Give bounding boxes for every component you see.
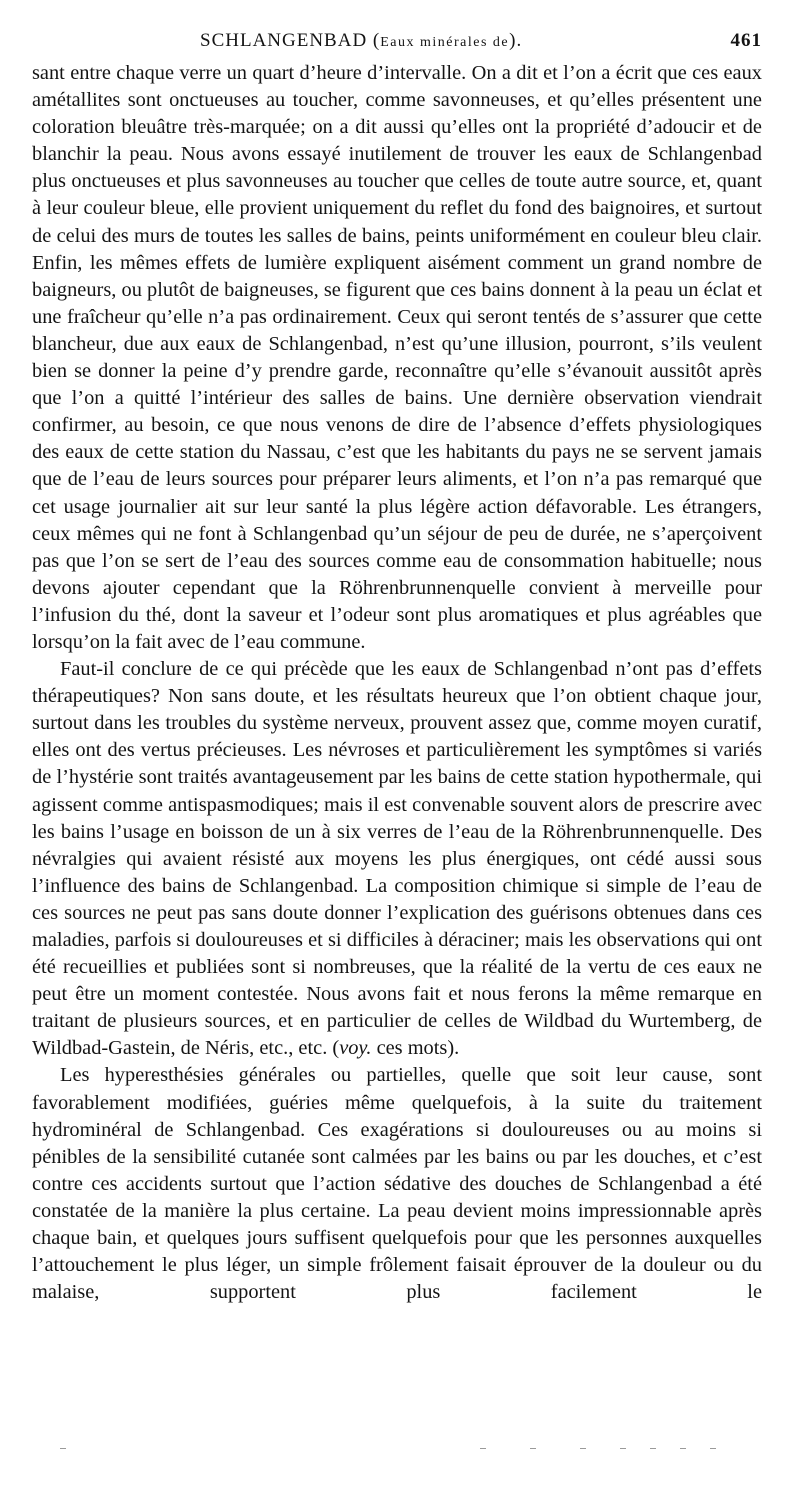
paragraph-2-text: Faut-il conclure de ce qui précède que les eaux de Schlangenbad n’ont pas d’effets thérapeutiques? Non sans doute, et les résultats heureux que l’on obtient chaque jour, surtout dans les troubles du système nerveux, prouvent assez que, comme moyen curatif, elles ont des vertus précieuses. Les névroses et particulièrement les symptômes si variés de l’hystérie sont traités avantageusement par les bains de cette station hypothermale, qui agissent comme antispasmodiques; mais il est convenable souvent alors de prescrire avec les bains l’usage en boisson de un à six verres de l’eau de la Röhrenbrunnenquelle. Des névralgies qui avaient résisté aux moyens les plus énergiques, ont cédé aussi sous l’influence des bains de Schlangenbad. La composition chimique si simple de l’eau de ces sources ne peut pas sans doute donner l’explication des guérisons obtenues dans ces maladies, parfois si douloureuses et si difficiles à déraciner; mais les observations qui ont été recueillies et publiées sont si nombreuses, que la réalité de la vertu de ces eaux ne peut être un moment contestée. Nous avons fait et nous ferons la même remarque en traitant de plusieurs sources, et en particulier de celles de Wildbad du Wurtemberg, de Wildbad-Gastein, de Néris, etc., etc. ( [32,658,762,1060]
paragraph-3: Les hyperesthésies générales ou partielles, quelle que soit leur cause, sont favorablement modifiées, guéries même quelquefois, à la suite du traitement hydrominéral de Schlangenbad. Ces exagérations si douloureuses ou au moins si pénibles de la sensibilité cutanée sont calmées par les bains ou par les douches, et c’est contre ces accidents surtout que l’action sédative des douches de Schlangenbad a été constatée de la manière la plus certaine. La peau devient moins impressionnable après chaque bain, et quelques jours suffisent quelquefois pour que les personnes auxquelles l’attouchement le plus léger, un simple frôlement faisait éprouver de la douleur ou du malaise, supportent plus facilement le [32,1064,762,1304]
header-title [200,30,522,52]
header-title-close: ). [509,30,523,51]
footer-scan-marks [60,1448,720,1452]
paragraph-2-text-after: ces mots). [371,1037,460,1060]
body-text [32,60,762,1306]
header-title-smallcaps: Eaux minérales de [380,35,510,50]
page-number: 461 [730,30,762,51]
paragraph-2 [32,656,762,1062]
header-title-main: SCHLANGENBAD ( [200,30,381,51]
running-header [32,30,762,58]
paragraph-1: sant entre chaque verre un quart d’heure d’intervalle. On a dit et l’on a écrit que ces eaux amétallites sont onctueuses au toucher, comme savonneuses, et qu’elles présentent une coloration bleuâtre très-marquée; on a dit aussi qu’elles ont la propriété d’adoucir et de blanchir la peau. Nous avons essayé inutilement de trouver les eaux de Schlangenbad plus onctueuses et plus savonneuses au toucher que celles de toute autre source, et, quant à leur couleur bleue, elle provient uniquement du reflet du fond des baignoires, et surtout de celui des murs de toutes les salles de bains, peints uniformément en couleur bleu clair. Enfin, les mêmes effets de lumière expliquent aisément comment un grand nombre de baigneurs, ou plutôt de baigneuses, se figurent que ces bains donnent à la peau un éclat et une fraîcheur qu’elle n’a pas ordinairement. Ceux qui seront tentés de s’assurer que cette blancheur, due aux eaux de Schlangenbad, n’est qu’une illusion, pourront, s’ils veulent bien se donner la peine d’y prendre garde, reconnaître qu’elle s’évanouit aussitôt après que l’on a quitté l’intérieur des salles de bains. Une dernière observation viendrait confirmer, au besoin, ce que nous venons de dire de l’absence d’effets physiologiques des eaux de cette station du Nassau, c’est que les habitants du pays ne se servent jamais que de l’eau de leurs sources pour préparer leurs aliments, et l’on n’a pas remarqué que cet usage journalier ait sur leur santé la plus légère action défavorable. Les étrangers, ceux mêmes qui ne font à Schlangenbad qu’un séjour de peu de durée, ne s’aperçoivent pas que l’on se sert de l’eau des sources comme eau de consommation habituelle; nous devons ajouter cependant que la Röhrenbrunnenquelle convient à merveille pour l’infusion du thé, dont la saveur et l’odeur sont plus aromatiques et plus agréables que lorsqu’on la fait avec de l’eau commune. [32,62,762,653]
paragraph-2-italic-ref: voy. [339,1037,372,1060]
